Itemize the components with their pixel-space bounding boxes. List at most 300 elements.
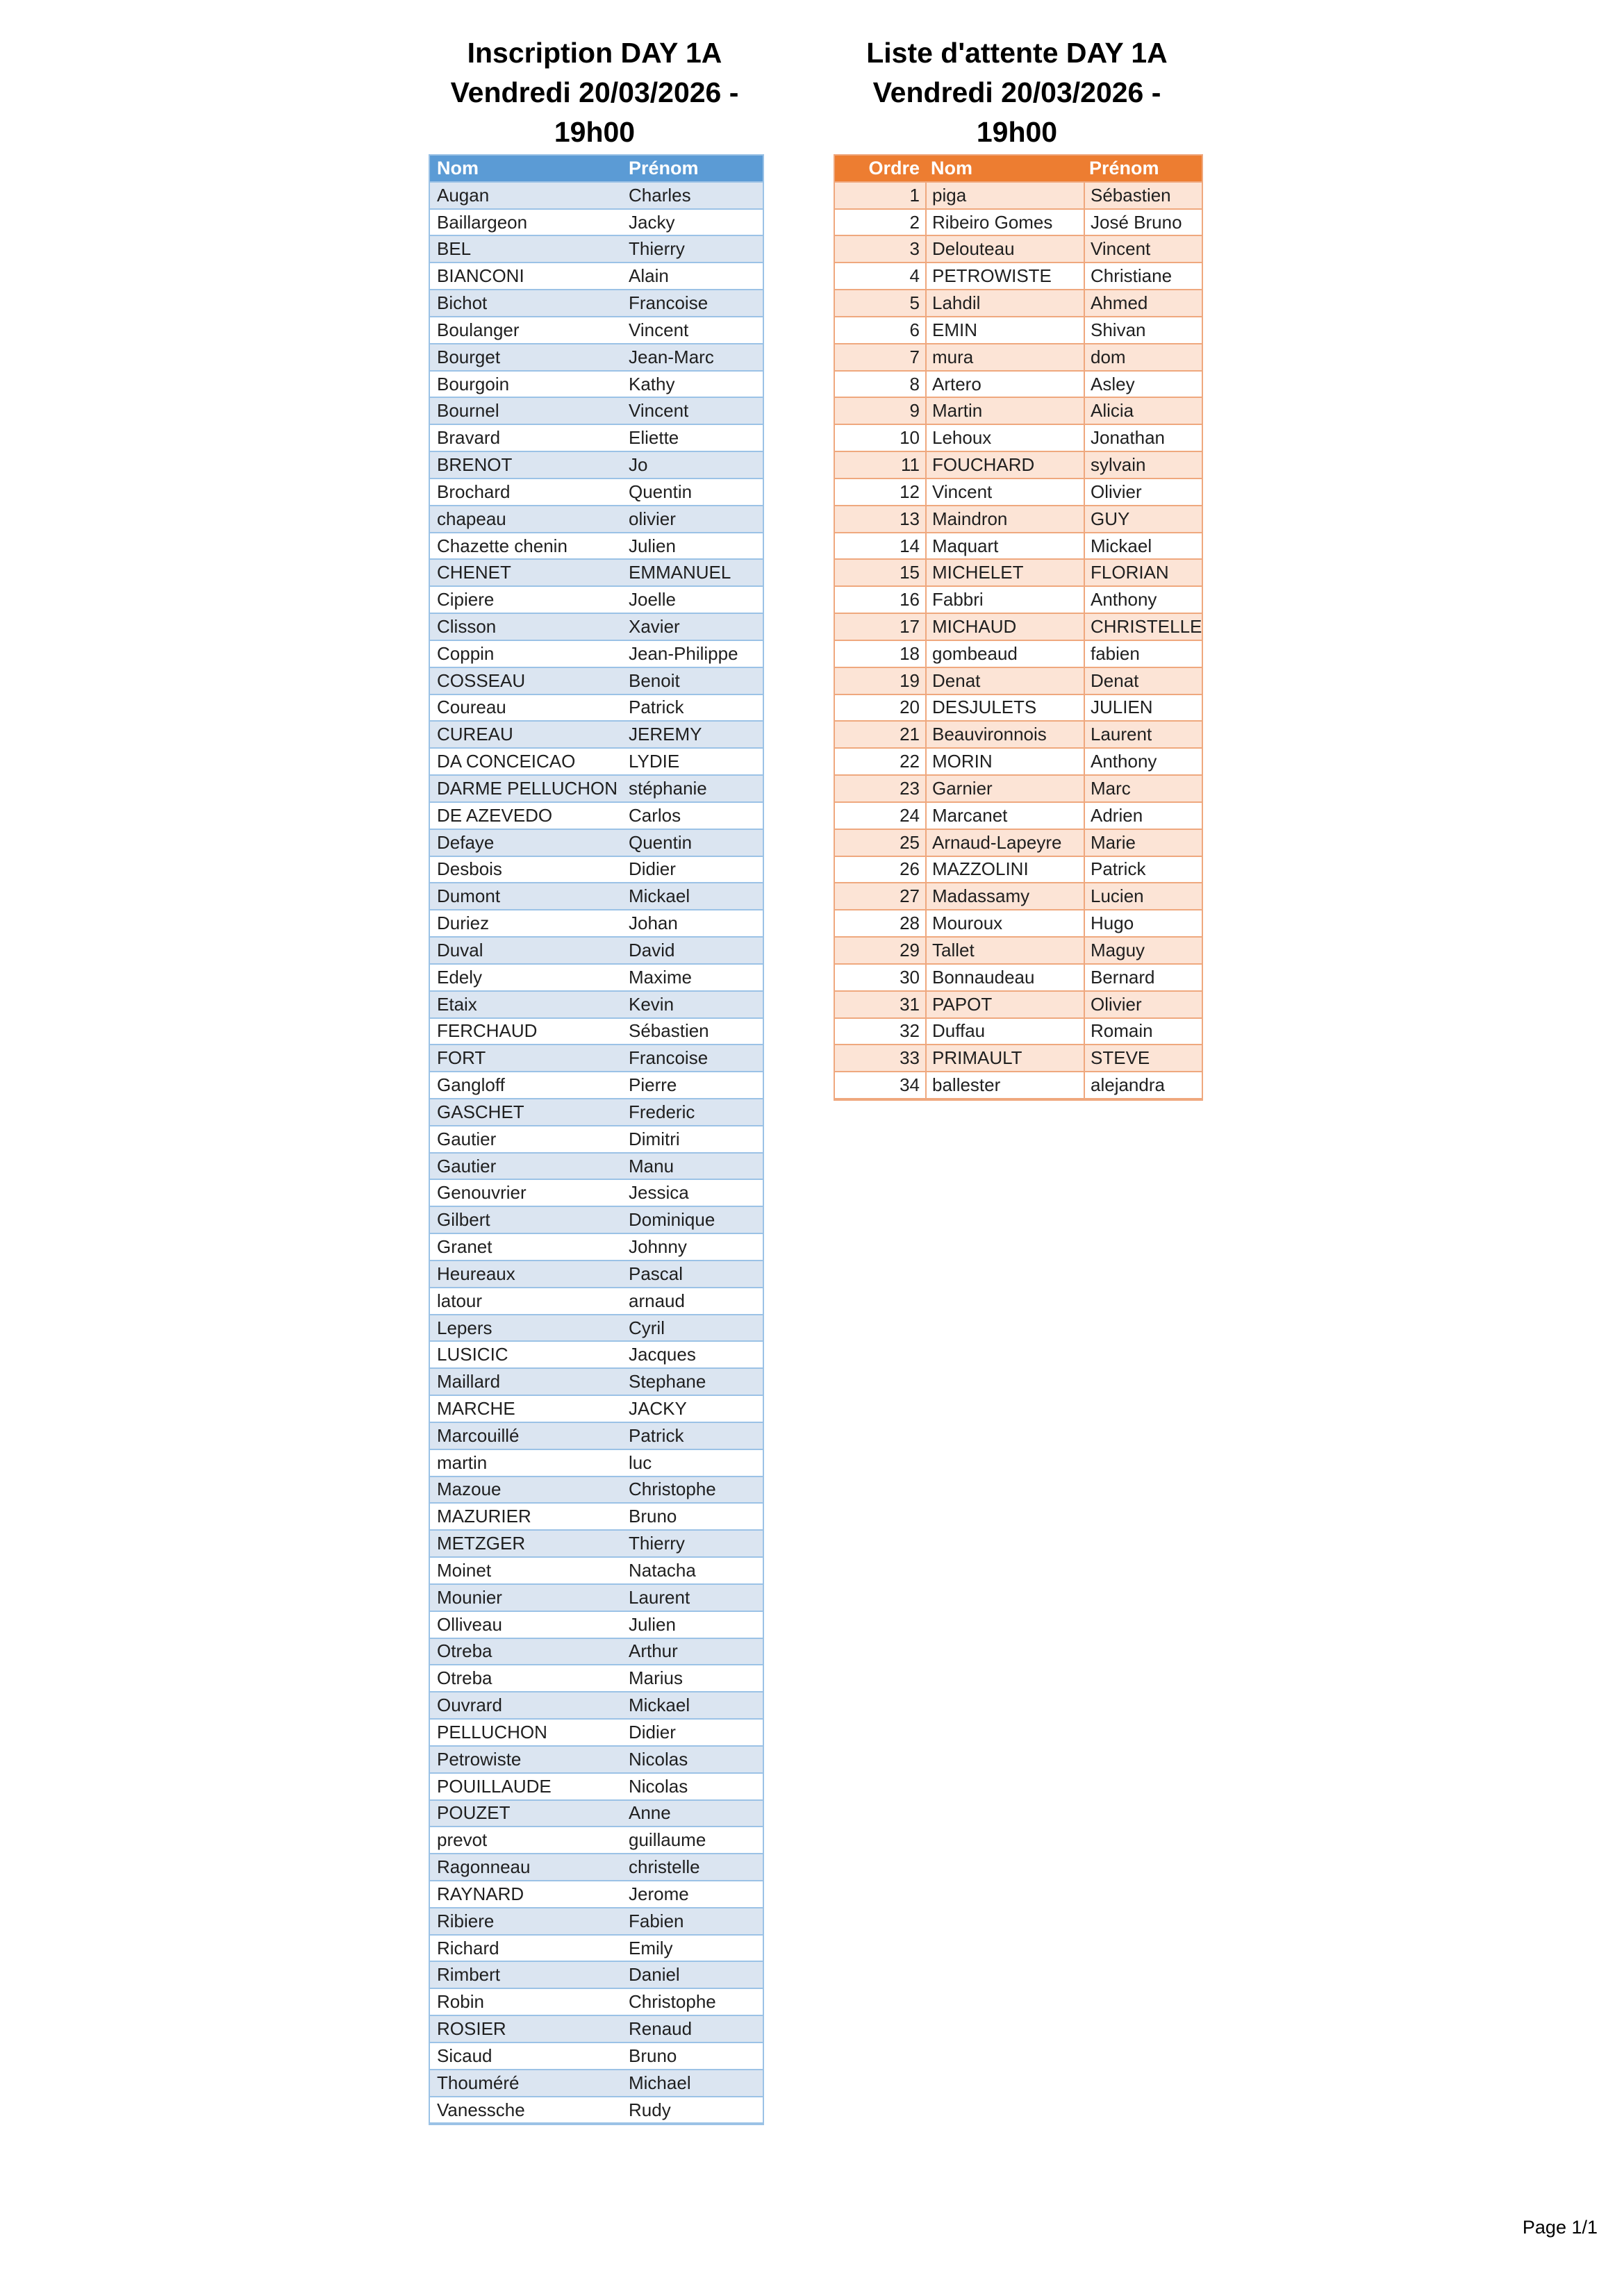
table-cell: Laurent	[1084, 722, 1202, 747]
table-cell: Baillargeon	[437, 211, 528, 233]
table-row	[430, 1154, 763, 1181]
table-cell: 32	[900, 1020, 920, 1042]
table-cell: 24	[900, 804, 920, 826]
table-cell: Maguy	[1084, 938, 1202, 963]
table-cell: sylvain	[1084, 452, 1202, 478]
table-row	[430, 1045, 763, 1072]
table-cell: Joelle	[629, 589, 676, 610]
table-cell: 6	[909, 319, 920, 340]
table-row	[835, 236, 1202, 263]
table-row	[430, 2070, 763, 2097]
table-cell: Dimitri	[629, 1128, 680, 1149]
table-row	[835, 290, 1202, 317]
table-row	[430, 1720, 763, 1747]
table-cell: Jean-Philippe	[629, 642, 738, 664]
table-cell: Quentin	[629, 831, 693, 853]
table-cell: 33	[900, 1047, 920, 1069]
table-row	[835, 452, 1202, 479]
table-row	[430, 1099, 763, 1126]
table-cell: GASCHET	[437, 1101, 524, 1122]
table-cell: Nicolas	[629, 1748, 688, 1770]
table-cell: 14	[900, 535, 920, 556]
table-cell: Anthony	[1084, 587, 1202, 613]
table-cell: Vincent	[629, 319, 689, 340]
table-cell: Christiane	[1084, 263, 1202, 289]
table-cell: Otreba	[437, 1667, 492, 1689]
table-row	[835, 506, 1202, 533]
table-cell: Marc	[1084, 776, 1202, 801]
table-cell: Garnier	[925, 776, 1084, 801]
table-cell: Julien	[629, 1613, 676, 1635]
table-cell: Duffau	[925, 1019, 1084, 1045]
column-header: Ordre	[868, 157, 920, 178]
table-cell: CUREAU	[437, 724, 513, 745]
table-cell: Laurent	[629, 1586, 690, 1608]
table-cell: Renaud	[629, 2018, 693, 2040]
table-body	[430, 183, 763, 2124]
table-cell: Brochard	[437, 481, 511, 502]
table-cell: Arnaud-Lapeyre	[925, 830, 1084, 856]
table-cell: guillaume	[629, 1829, 706, 1851]
table-row	[430, 830, 763, 857]
table-row	[835, 776, 1202, 803]
table-row	[430, 1072, 763, 1099]
table-cell: Romain	[1084, 1019, 1202, 1045]
table-row	[430, 1207, 763, 1234]
table-cell: MAZZOLINI	[925, 857, 1084, 883]
table-row	[430, 479, 763, 506]
table-cell: Denat	[925, 668, 1084, 694]
table-cell: COSSEAU	[437, 669, 526, 691]
table-row	[835, 803, 1202, 830]
table-cell: BEL	[437, 238, 472, 260]
table-cell: Kevin	[629, 993, 674, 1015]
title-line: 19h00	[976, 116, 1058, 148]
table-cell: Mazoue	[437, 1479, 502, 1500]
table-cell: Michael	[629, 2072, 691, 2093]
column-header: Prénom	[1089, 157, 1159, 178]
table-cell: JEREMY	[629, 724, 702, 745]
table-cell: Patrick	[629, 697, 684, 718]
table-cell: Vincent	[629, 400, 689, 422]
table-cell: LUSICIC	[437, 1344, 508, 1365]
table-row	[430, 263, 763, 290]
table-cell: Edely	[437, 966, 483, 988]
table-cell: RAYNARD	[437, 1883, 524, 1904]
table-row	[430, 1639, 763, 1666]
table-cell: José Bruno	[1084, 210, 1202, 235]
table-cell: ROSIER	[437, 2018, 506, 2040]
table-row	[430, 614, 763, 641]
table-row	[430, 1827, 763, 1854]
table-cell: Dominique	[629, 1209, 715, 1231]
table-cell: Olivier	[1084, 479, 1202, 505]
table-cell: Ahmed	[1084, 290, 1202, 316]
table-cell: Maquart	[925, 533, 1084, 559]
table-cell: Fabien	[629, 1910, 684, 1931]
table-row	[430, 695, 763, 722]
table-cell: Charles	[629, 184, 691, 206]
table-row	[835, 1072, 1202, 1099]
table-cell: BRENOT	[437, 454, 513, 476]
table-row	[430, 533, 763, 560]
table-cell: Madassamy	[925, 883, 1084, 909]
table-row	[835, 1045, 1202, 1072]
table-cell: Bravard	[437, 427, 501, 449]
table-cell: DESJULETS	[925, 695, 1084, 721]
table-cell: 29	[900, 939, 920, 960]
table-row	[835, 263, 1202, 290]
table-cell: Lepers	[437, 1317, 492, 1338]
table-row	[430, 857, 763, 884]
table-cell: JULIEN	[1084, 695, 1202, 721]
table-cell: Cyril	[629, 1317, 665, 1338]
table-cell: EMIN	[925, 317, 1084, 343]
table-cell: Vincent	[1084, 236, 1202, 262]
table-cell: Anthony	[1084, 749, 1202, 774]
table-cell: 21	[900, 724, 920, 745]
table-cell: 22	[900, 751, 920, 772]
column-header: Prénom	[629, 157, 699, 178]
table-cell: 17	[900, 615, 920, 637]
table-cell: 8	[909, 373, 920, 394]
table-cell: Desbois	[437, 858, 502, 880]
table-cell: Arthur	[629, 1640, 678, 1662]
table-row	[430, 1962, 763, 1989]
table-row	[430, 344, 763, 372]
table-row	[835, 992, 1202, 1019]
table-row	[835, 425, 1202, 452]
table-row	[430, 1612, 763, 1639]
column-header: Nom	[437, 157, 479, 178]
table-cell: Otreba	[437, 1640, 492, 1662]
table-row	[430, 1477, 763, 1504]
table-cell: christelle	[629, 1856, 700, 1878]
table-row	[430, 1504, 763, 1531]
table-cell: 15	[900, 562, 920, 583]
table-row	[430, 560, 763, 587]
table-cell: Christophe	[629, 1991, 716, 2013]
title-line: Vendredi 20/03/2026 -	[872, 76, 1161, 108]
table-cell: POUILLAUDE	[437, 1775, 552, 1797]
table-cell: Bourget	[437, 346, 501, 367]
table-row	[835, 479, 1202, 506]
table-cell: Mouroux	[925, 910, 1084, 936]
table-cell: Emily	[629, 1937, 673, 1958]
table-cell: Heureaux	[437, 1263, 515, 1284]
table-cell: Daniel	[629, 1964, 680, 1986]
table-cell: Kathy	[629, 373, 675, 394]
table-cell: MORIN	[925, 749, 1084, 774]
table-cell: Patrick	[629, 1424, 684, 1446]
table-cell: Ribiere	[437, 1910, 495, 1931]
table-cell: 26	[900, 858, 920, 880]
table-cell: FORT	[437, 1047, 486, 1069]
table-cell: MARCHE	[437, 1398, 515, 1419]
table-row	[835, 722, 1202, 749]
table-row	[430, 1369, 763, 1396]
table-cell: Thierry	[629, 238, 685, 260]
table-row	[835, 668, 1202, 695]
waitlist-title	[829, 33, 1204, 152]
table-row	[835, 398, 1202, 425]
table-row	[430, 722, 763, 749]
table-cell: Gangloff	[437, 1074, 505, 1096]
table-row	[430, 398, 763, 425]
table-body	[835, 183, 1202, 1099]
table-cell: FLORIAN	[1084, 560, 1202, 585]
table-cell: Denat	[1084, 668, 1202, 694]
table-cell: FERCHAUD	[437, 1020, 538, 1042]
table-cell: 9	[909, 400, 920, 422]
table-cell: Lucien	[1084, 883, 1202, 909]
table-cell: Hugo	[1084, 910, 1202, 936]
table-cell: 3	[909, 238, 920, 260]
table-cell: alejandra	[1084, 1072, 1202, 1098]
table-cell: Patrick	[1084, 857, 1202, 883]
table-cell: Bourgoin	[437, 373, 510, 394]
table-row	[430, 210, 763, 237]
title-line: Inscription DAY 1A	[467, 37, 722, 69]
table-row	[430, 1234, 763, 1261]
table-cell: Petrowiste	[437, 1748, 522, 1770]
table-cell: Cipiere	[437, 589, 495, 610]
table-cell: Quentin	[629, 481, 693, 502]
table-cell: arnaud	[629, 1290, 685, 1311]
table-row	[430, 587, 763, 614]
table-cell: Tallet	[925, 938, 1084, 963]
table-row	[430, 452, 763, 479]
table-row	[430, 1423, 763, 1450]
table-row	[835, 938, 1202, 965]
table-cell: Duval	[437, 939, 483, 960]
table-cell: Gautier	[437, 1155, 497, 1176]
inscription-table	[429, 154, 764, 2125]
table-cell: DE AZEVEDO	[437, 804, 553, 826]
table-cell: Jo	[629, 454, 648, 476]
table-row	[430, 776, 763, 803]
table-cell: Granet	[437, 1236, 492, 1258]
table-cell: Olliveau	[437, 1613, 502, 1635]
table-cell: FOUCHARD	[925, 452, 1084, 478]
table-cell: 23	[900, 777, 920, 799]
table-cell: Etaix	[437, 993, 477, 1015]
table-cell: Lahdil	[925, 290, 1084, 316]
title-line: Vendredi 20/03/2026 -	[450, 76, 739, 108]
table-cell: Mounier	[437, 1586, 502, 1608]
table-row	[430, 1585, 763, 1612]
table-row	[835, 372, 1202, 399]
table-cell: Stephane	[629, 1371, 706, 1392]
table-row	[430, 317, 763, 344]
table-cell: EMMANUEL	[629, 562, 731, 583]
table-cell: prevot	[437, 1829, 488, 1851]
table-cell: fabien	[1084, 641, 1202, 667]
table-row	[835, 830, 1202, 857]
table-row	[835, 910, 1202, 938]
table-row	[430, 641, 763, 668]
table-cell: Frederic	[629, 1101, 695, 1122]
table-cell: Didier	[629, 858, 676, 880]
table-cell: Marcanet	[925, 803, 1084, 829]
table-cell: Mickael	[629, 885, 690, 907]
table-cell: 2	[909, 211, 920, 233]
table-row	[430, 1342, 763, 1369]
table-row	[430, 506, 763, 533]
table-cell: 34	[900, 1074, 920, 1096]
table-cell: Asley	[1084, 372, 1202, 397]
table-row	[430, 803, 763, 830]
table-row	[430, 668, 763, 695]
inscription-title	[407, 33, 782, 152]
table-cell: Lehoux	[925, 425, 1084, 451]
table-cell: Rimbert	[437, 1964, 501, 1986]
table-row	[430, 1396, 763, 1423]
table-cell: Augan	[437, 184, 490, 206]
table-row	[835, 210, 1202, 237]
table-row	[835, 883, 1202, 910]
table-cell: 28	[900, 913, 920, 934]
table-cell: Boulanger	[437, 319, 520, 340]
table-cell: LYDIE	[629, 751, 680, 772]
table-cell: 19	[900, 669, 920, 691]
table-row	[430, 236, 763, 263]
title-line: 19h00	[554, 116, 636, 148]
table-cell: David	[629, 939, 675, 960]
table-cell: luc	[629, 1451, 652, 1473]
table-row	[430, 1315, 763, 1342]
table-cell: Vanessche	[437, 2099, 525, 2120]
table-cell: martin	[437, 1451, 488, 1473]
table-cell: Anne	[629, 1802, 671, 1824]
table-cell: 5	[909, 292, 920, 314]
table-cell: Maindron	[925, 506, 1084, 532]
table-cell: Gautier	[437, 1128, 497, 1149]
table-cell: Johan	[629, 913, 678, 934]
table-row	[835, 560, 1202, 587]
table-row	[835, 695, 1202, 722]
table-cell: Ragonneau	[437, 1856, 531, 1878]
table-cell: MAZURIER	[437, 1506, 531, 1527]
table-cell: Pascal	[629, 1263, 683, 1284]
table-cell: Jacques	[629, 1344, 696, 1365]
table-row	[430, 1126, 763, 1154]
table-cell: Beauvironnois	[925, 722, 1084, 747]
table-cell: Coureau	[437, 697, 506, 718]
header-row	[835, 156, 1202, 183]
column-header: Nom	[931, 157, 972, 178]
table-cell: Jacky	[629, 211, 675, 233]
table-cell: PELLUCHON	[437, 1721, 547, 1742]
table-cell: 18	[900, 642, 920, 664]
table-row	[835, 344, 1202, 372]
table-cell: Francoise	[629, 292, 709, 314]
table-cell: Alicia	[1084, 398, 1202, 424]
table-row	[835, 749, 1202, 776]
table-cell: piga	[925, 183, 1084, 208]
table-row	[430, 1019, 763, 1046]
table-cell: Thierry	[629, 1533, 685, 1554]
table-row	[835, 587, 1202, 614]
table-cell: 31	[900, 993, 920, 1015]
table-row	[430, 1261, 763, 1288]
table-cell: dom	[1084, 344, 1202, 370]
header-row	[430, 156, 763, 183]
table-cell: Xavier	[629, 615, 680, 637]
table-cell: Vincent	[925, 479, 1084, 505]
table-row	[430, 910, 763, 938]
table-cell: Sébastien	[629, 1020, 709, 1042]
table-row	[430, 290, 763, 317]
table-row	[430, 965, 763, 992]
table-cell: 20	[900, 697, 920, 718]
table-cell: Adrien	[1084, 803, 1202, 829]
table-cell: Bruno	[629, 1506, 677, 1527]
table-cell: Benoit	[629, 669, 680, 691]
table-cell: Carlos	[629, 804, 681, 826]
table-row	[835, 317, 1202, 344]
table-row	[430, 938, 763, 965]
table-row	[430, 1180, 763, 1207]
table-cell: Christophe	[629, 1479, 716, 1500]
table-cell: Maillard	[437, 1371, 501, 1392]
table-cell: Rudy	[629, 2099, 671, 2120]
table-cell: Coppin	[437, 642, 495, 664]
table-cell: Dumont	[437, 885, 501, 907]
table-row	[835, 183, 1202, 210]
table-cell: Jean-Marc	[629, 346, 714, 367]
table-cell: Pierre	[629, 1074, 677, 1096]
table-row	[430, 425, 763, 452]
table-row	[430, 1854, 763, 1881]
table-cell: Clisson	[437, 615, 497, 637]
table-cell: Sicaud	[437, 2045, 492, 2066]
table-cell: Richard	[437, 1937, 499, 1958]
table-cell: POUZET	[437, 1802, 511, 1824]
table-cell: mura	[925, 344, 1084, 370]
table-cell: Chazette chenin	[437, 535, 567, 556]
table-cell: 10	[900, 427, 920, 449]
table-cell: ballester	[925, 1072, 1084, 1098]
table-cell: gombeaud	[925, 641, 1084, 667]
table-cell: JACKY	[629, 1398, 687, 1419]
table-cell: Robin	[437, 1991, 484, 2013]
table-cell: Delouteau	[925, 236, 1084, 262]
table-cell: Alain	[629, 265, 669, 287]
table-cell: Ouvrard	[437, 1695, 502, 1716]
table-cell: CHRISTELLE	[1084, 614, 1202, 640]
table-row	[430, 1665, 763, 1692]
table-row	[430, 1989, 763, 2016]
table-cell: Manu	[629, 1155, 674, 1176]
table-cell: DARME PELLUCHON	[437, 777, 618, 799]
table-cell: Jerome	[629, 1883, 689, 1904]
table-cell: Marcouillé	[437, 1424, 520, 1446]
table-cell: Mickael	[629, 1695, 690, 1716]
table-cell: STEVE	[1084, 1045, 1202, 1071]
table-row	[430, 1692, 763, 1720]
table-cell: PETROWISTE	[925, 263, 1084, 289]
table-cell: 13	[900, 508, 920, 529]
table-row	[430, 1288, 763, 1315]
table-cell: Francoise	[629, 1047, 709, 1069]
table-cell: latour	[437, 1290, 483, 1311]
table-row	[430, 1747, 763, 1774]
table-row	[430, 1558, 763, 1585]
table-row	[430, 1881, 763, 1908]
table-cell: Fabbri	[925, 587, 1084, 613]
table-cell: Shivan	[1084, 317, 1202, 343]
